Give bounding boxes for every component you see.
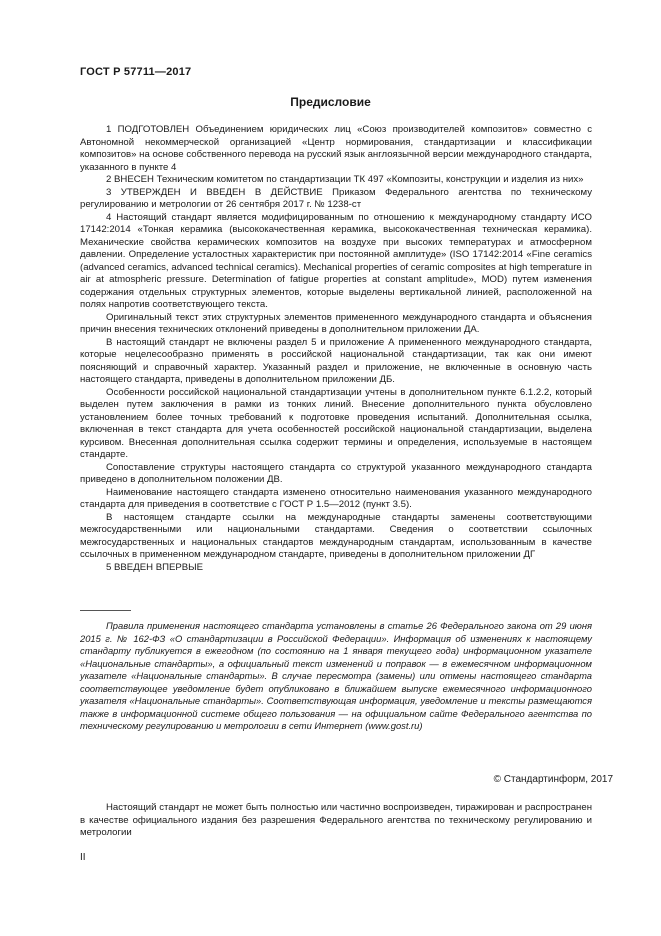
page-number: II xyxy=(80,852,86,863)
document-header: ГОСТ Р 57711—2017 xyxy=(80,66,192,78)
foreword-body xyxy=(80,124,592,574)
application-rules-note xyxy=(80,620,592,733)
paragraph-1: 1 ПОДГОТОВЛЕН Объединением юридических лиц «Союз производителей композитов» совместно с Автономной некоммерческой организацией «Центр нормирования, стандартизации и классификации композитов» на основе собственного перевода на русский язык англоязычной версии международного стандарта, указанного в пункте 4 xyxy=(80,124,592,173)
paragraph-4-excluded: В настоящий стандарт не включены раздел 5 и приложение А примененного международного стандарта, которые нецелесообразно применять в российской национальной стандартизации, так как они имеют поясняющий и справочный характер. Указанный раздел и приложение, не включенные в основную часть настоящего стандарта, приведены в дополнительном приложении ДБ. xyxy=(80,336,592,385)
paragraph-4: 4 Настоящий стандарт является модифицированным по отношению к международному стандарту ИСО 17142:2014 «Тонкая керамика (высококачественная керамика, высококачественная техническая керамика). Механические свойства керамических композитов на воздухе при высоких температурах и атмосферном давлении. Определение усталостных характеристик при постоянной амплитуде» (ISO 17142:2014 «Fine ceramics (advanced ceramics, advanced technical ceramics). Mechanical properties of ceramic composites at high temperature in air at atmospheric pressure. Determination of fatigue properties at constant amplitude», MOD) путем изменения содержания отдельных структурных элементов, которые выделены вертикальной линией, расположенной на полях напротив соответствующего текста. xyxy=(80,211,592,310)
paragraph-4-structure: Сопоставление структуры настоящего стандарта со структурой указанного международного стандарта приведено в дополнительном положении ДВ. xyxy=(80,461,592,485)
reproduction-notice-text: Настоящий стандарт не может быть полностью или частично воспроизведен, тиражирован и распространен в качестве официального издания без разрешения Федерального агентства по техническому регулированию и метрологии xyxy=(80,802,592,838)
reproduction-notice xyxy=(80,802,592,840)
note-text: Правила применения настоящего стандарта установлены в статье 26 Федерального закона от 29 июня 2015 г. № 162-ФЗ «О стандартизации в Российской Федерации». Информация об изменениях к настоящему стандарту публикуется в ежегодном (по состоянию на 1 января текущего года) информационном указателе «Национальные стандарты», а официальный текст изменений и поправок — в ежемесячном информационном указателе «Национальные стандарты». В случае пересмотра (замены) или отмены настоящего стандарта соответствующее уведомление будет опубликовано в ближайшем выпуске ежемесячного информационного указателя «Национальные стандарты». Соответствующая информация, уведомление и тексты размещаются также в информационной системе общего пользования — на официальном сайте Федерального агентства по техническому регулированию и метрологии в сети Интернет (www.gost.ru) xyxy=(80,620,592,731)
paragraph-5: 5 ВВЕДЕН ВПЕРВЫЕ xyxy=(106,561,204,573)
paragraph-4-features: Особенности российской национальной стандартизации учтены в дополнительном пункте 6.1.2.2, который выделен путем заключения в рамки из тонких линий. Внесение дополнительного пункта обусловлено установлением более точных требований к подготовке проведения испытаний. Дополнительная ссылка, включенная в текст стандарта для учета особенностей российской национальной стандартизации, выделена курсивом. Внесенная дополнительная ссылка содержит термины и определения, используемые в настоящем стандарте. xyxy=(80,386,592,460)
paragraph-2: 2 ВНЕСЕН Техническим комитетом по стандартизации ТК 497 «Композиты, конструкции и изделия из них» xyxy=(106,174,584,185)
page-title: Предисловие xyxy=(290,95,371,109)
paragraph-3: 3 УТВЕРЖДЕН И ВВЕДЕН В ДЕЙСТВИЕ Приказом Федерального агентства по техническому регулированию и метрологии от 26 сентября 2017 г. № 1238-ст xyxy=(80,186,592,210)
paragraph-4-name: Наименование настоящего стандарта изменено относительно наименования указанного международного стандарта для приведения в соответствие с ГОСТ Р 1.5—2012 (пункт 3.5). xyxy=(80,486,592,510)
paragraph-4-original-text: Оригинальный текст этих структурных элементов примененного международного стандарта и объяснения причин внесения технических отклонений приведены в дополнительном приложении ДА. xyxy=(80,311,592,335)
copyright-line: © Стандартинформ, 2017 xyxy=(493,774,613,785)
divider-line xyxy=(80,610,131,611)
paragraph-4-references: В настоящем стандарте ссылки на международные стандарты заменены соответствующими межгосударственными или национальными стандартами. Сведения о соответствии ссылочных межгосударственных и национальных стандартов международным стандартам, использованным в качестве ссылочных в примененном международном стандарте, приведены в дополнительном приложении ДГ xyxy=(80,511,592,560)
